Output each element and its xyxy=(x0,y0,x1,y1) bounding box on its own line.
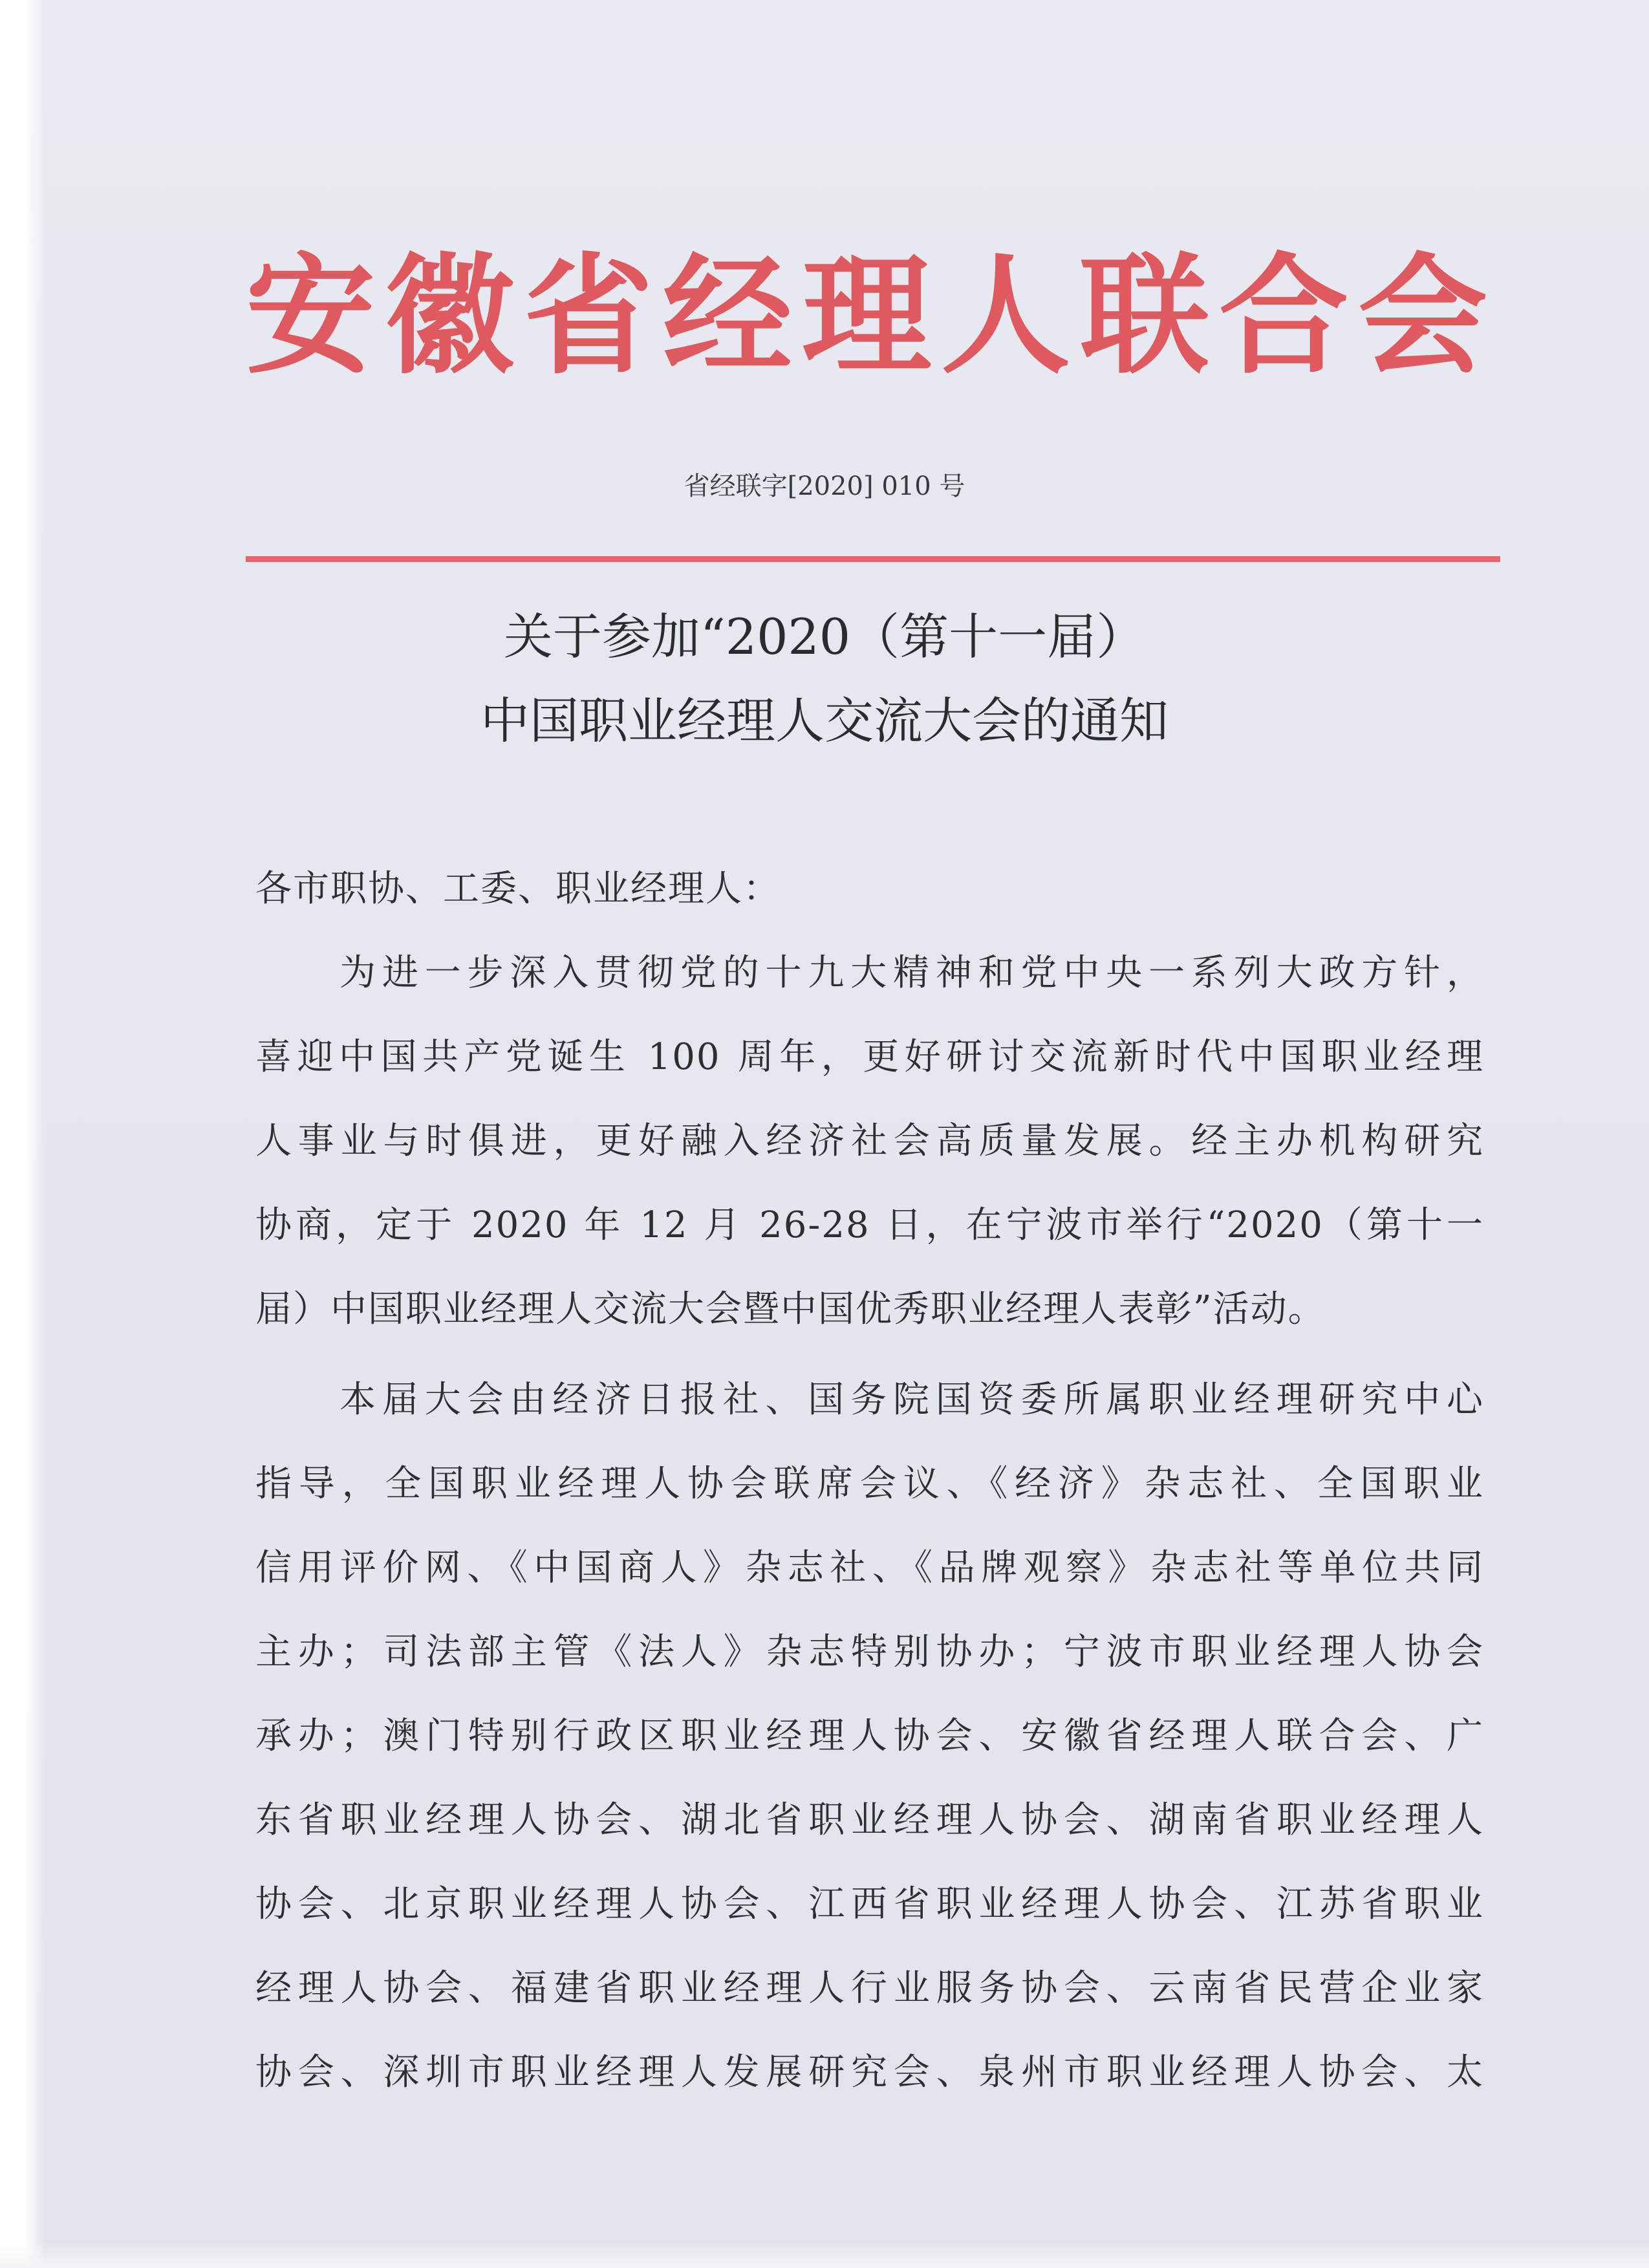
notice-title-line-1: 关于参加“2020（第十一届） xyxy=(503,608,1146,665)
letterhead-char: 合 xyxy=(1219,241,1349,392)
letterhead-char: 会 xyxy=(1358,241,1488,392)
letterhead-char: 省 xyxy=(524,241,654,392)
letterhead-char: 徽 xyxy=(385,241,515,392)
paragraph-2-line: 协会、深圳市职业经理人发展研究会、泉州市职业经理人协会、太 xyxy=(255,2051,1484,2093)
organization-letterhead xyxy=(246,239,1487,394)
paragraph-2-line: 协会、北京职业经理人协会、江西省职业经理人协会、江苏省职业 xyxy=(255,1883,1484,1925)
red-divider-line xyxy=(246,556,1500,562)
paragraph-2-line: 承办；澳门特别行政区职业经理人协会、安徽省经理人联合会、广 xyxy=(255,1715,1484,1757)
paragraph-2-line: 信用评价网、《中国商人》杂志社、《品牌观察》杂志社等单位共同 xyxy=(255,1547,1484,1589)
letterhead-char: 安 xyxy=(246,241,376,392)
paragraph-2-line: 经理人协会、福建省职业经理人行业服务协会、云南省民营企业家 xyxy=(255,1967,1484,2009)
scan-edge-bottom xyxy=(0,2242,1649,2268)
paragraph-1-line: 届）中国职业经理人交流大会暨中国优秀职业经理人表彰”活动。 xyxy=(255,1288,1326,1330)
paragraph-2-line: 本届大会由经济日报社、国务院国资委所属职业经理研究中心 xyxy=(339,1379,1484,1421)
paragraph-2-line: 东省职业经理人协会、湖北省职业经理人协会、湖南省职业经理人 xyxy=(255,1799,1484,1841)
notice-title-line-2: 中国职业经理人交流大会的通知 xyxy=(480,692,1169,750)
letterhead-char: 人 xyxy=(941,241,1071,392)
paragraph-1-line: 协商，定于 2020 年 12 月 26-28 日，在宁波市举行“2020（第十一 xyxy=(255,1204,1484,1246)
paragraph-1-line: 为进一步深入贯彻党的十九大精神和党中央一系列大政方针， xyxy=(339,952,1484,994)
scan-edge xyxy=(0,0,45,2268)
paragraph-2-line: 指导，全国职业经理人协会联席会议、《经济》杂志社、全国职业 xyxy=(255,1463,1484,1505)
document-number: 省经联字[2020] 010 号 xyxy=(684,471,965,501)
salutation: 各市职协、工委、职业经理人： xyxy=(255,868,781,910)
paragraph-1-line: 人事业与时俱进，更好融入经济社会高质量发展。经主办机构研究 xyxy=(255,1120,1484,1162)
letterhead-char: 经 xyxy=(663,241,793,392)
letterhead-char: 联 xyxy=(1080,241,1210,392)
paragraph-2-line: 主办；司法部主管《法人》杂志特别协办；宁波市职业经理人协会 xyxy=(255,1631,1484,1673)
letterhead-char: 理 xyxy=(802,241,932,392)
paragraph-1-line: 喜迎中国共产党诞生 100 周年，更好研讨交流新时代中国职业经理 xyxy=(255,1036,1484,1078)
